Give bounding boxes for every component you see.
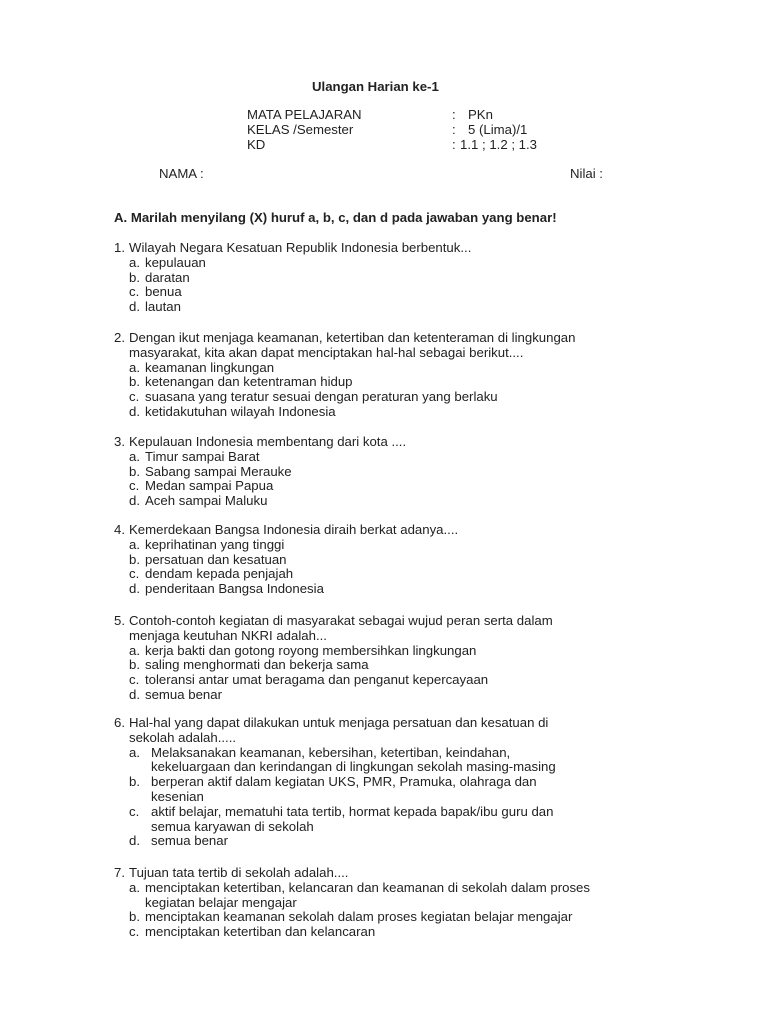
option-letter: c. [129,803,140,819]
option-letter: c. [129,566,140,582]
option-text: semua karyawan di sekolah [151,818,314,834]
question-number: 7. [114,865,125,880]
info-label-subject: MATA PELAJARAN [247,107,362,122]
question-number: 2. [114,330,125,345]
question-number: 6. [114,715,125,730]
info-sep-kd: : [452,137,456,152]
option-text: kerja bakti dan gotong royong membersihkan lingkungan [145,642,477,658]
info-sep-class: : [452,122,456,137]
option-letter: a. [129,448,140,464]
option-text: semua benar [151,833,228,849]
option-text: saling menghormati dan bekerja sama [145,657,369,673]
option-letter: c. [129,672,140,688]
option-text: Aceh sampai Maluku [145,493,268,509]
option-text: Medan sampai Papua [145,478,274,494]
question-text: Wilayah Negara Kesatuan Republik Indonesia berbentuk... [129,240,472,255]
question-number: 4. [114,522,125,537]
question-number: 3. [114,434,125,449]
question-number: 1. [114,240,125,255]
option-letter: a. [129,744,140,760]
question-text: menjaga keutuhan NKRI adalah... [129,627,327,643]
info-value-subject: PKn [468,107,493,122]
question-text: Hal-hal yang dapat dilakukan untuk menjaga persatuan dan kesatuan di [129,715,549,730]
option-letter: d. [129,299,140,315]
option-text: persatuan dan kesatuan [145,551,287,567]
option-letter: a. [129,536,140,552]
option-letter: d. [129,493,140,509]
option-letter: d. [129,687,140,702]
option-text: suasana yang teratur sesuai dengan peraturan yang berlaku [145,389,498,405]
option-letter: b. [129,909,140,925]
score-label: Nilai : [570,166,603,181]
option-letter: a. [129,879,140,895]
option-letter: a. [129,254,140,270]
option-letter: a. [129,642,140,658]
option-text: aktif belajar, mematuhi tata tertib, hormat kepada bapak/ibu guru dan [151,803,554,819]
question-text: Contoh-contoh kegiatan di masyarakat sebagai wujud peran serta dalam [129,613,553,628]
question-text: Dengan ikut menjaga keamanan, ketertiban dan ketenteraman di lingkungan [129,330,576,345]
info-label-kd: KD [247,137,266,152]
option-text: ketidakutuhan wilayah Indonesia [145,404,336,419]
option-letter: b. [129,774,140,790]
option-text: menciptakan ketertiban, kelancaran dan keamanan di sekolah dalam proses [145,879,590,895]
option-text: dendam kepada penjajah [145,566,294,582]
option-letter: b. [129,269,140,285]
option-text: keprihatinan yang tinggi [145,536,285,552]
option-letter: b. [129,551,140,567]
option-text: ketenangan dan ketentraman hidup [145,374,353,390]
option-text: toleransi antar umat beragama dan penganut kepercayaan [145,672,489,688]
option-text: Melaksanakan keamanan, kebersihan, ketertiban, keindahan, [151,744,511,760]
option-text: lautan [145,299,181,315]
option-letter: d. [129,404,140,419]
option-text: benua [145,284,182,300]
question-text: Tujuan tata tertib di sekolah adalah.... [129,865,349,880]
option-text: daratan [145,269,190,285]
info-label-class: KELAS /Semester [247,122,354,137]
option-text: penderitaan Bangsa Indonesia [145,581,324,597]
option-letter: d. [129,581,140,597]
student-name-label: NAMA : [159,166,204,181]
option-letter: d. [129,833,140,849]
option-text: berperan aktif dalam kegiatan UKS, PMR, Pramuka, olahraga dan [151,774,537,790]
info-value-class: 5 (Lima)/1 [468,122,528,137]
option-text: menciptakan ketertiban dan kelancaran [145,924,376,940]
option-letter: b. [129,463,140,479]
option-text: semua benar [145,687,222,702]
option-letter: c. [129,478,140,494]
option-letter: c. [129,284,140,300]
info-value-kd: 1.1 ; 1.2 ; 1.3 [460,137,537,152]
option-text: menciptakan keamanan sekolah dalam proses kegiatan belajar mengajar [145,909,573,925]
option-text: kesenian [151,789,204,804]
question-text: sekolah adalah..... [129,729,237,745]
question-number: 5. [114,613,125,628]
option-text: kegiatan belajar mengajar [145,894,297,910]
info-sep-subject: : [452,107,456,122]
question-text: masyarakat, kita akan dapat menciptakan hal-hal sebagai berikut.... [129,344,524,360]
option-letter: c. [129,389,140,405]
option-text: kepulauan [145,254,206,270]
option-text: Sabang sampai Merauke [145,463,292,479]
option-letter: b. [129,657,140,673]
option-letter: c. [129,924,140,940]
option-letter: b. [129,374,140,390]
option-text: keamanan lingkungan [145,359,275,375]
option-text: Timur sampai Barat [145,448,260,464]
section-a-instruction: A. Marilah menyilang (X) huruf a, b, c, dan d pada jawaban yang benar! [114,210,557,225]
option-letter: a. [129,359,140,375]
option-text: kekeluargaan dan kerindangan di lingkungan sekolah masing-masing [151,759,556,775]
question-text: Kepulauan Indonesia membentang dari kota .... [129,434,407,449]
question-text: Kemerdekaan Bangsa Indonesia diraih berkat adanya.... [129,522,459,537]
exam-title: Ulangan Harian ke-1 [312,79,439,94]
